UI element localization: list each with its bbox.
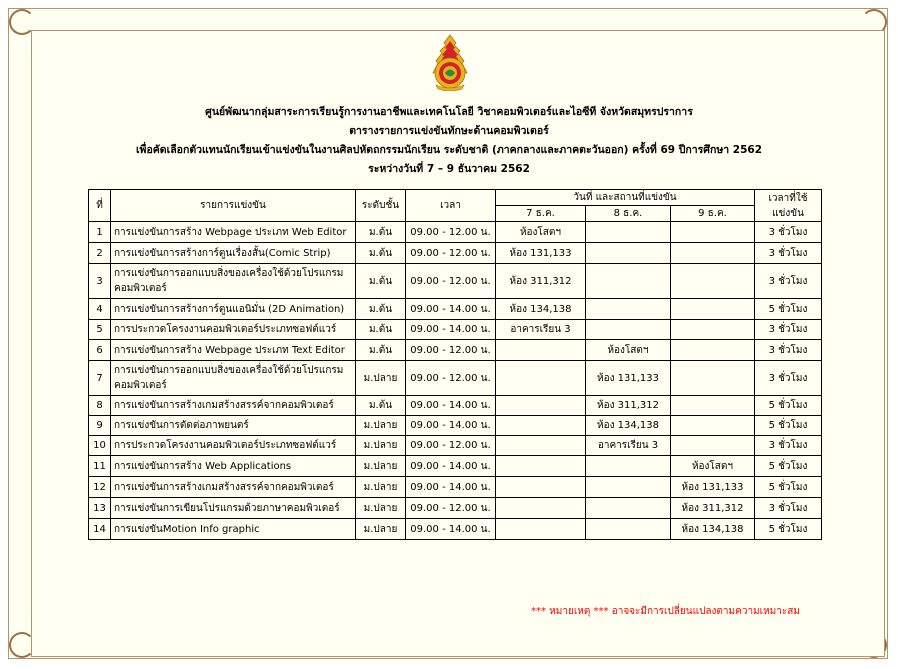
cell-level: ม.ปลาย: [356, 519, 406, 540]
cell-time: 09.00 - 12.00 น.: [406, 436, 496, 456]
cell-no: 9: [89, 416, 111, 436]
table-row: [89, 477, 822, 498]
cell-day-3: [671, 436, 755, 456]
cell-day-1: อาคารเรียน 3: [496, 320, 586, 340]
cell-time: 09.00 - 14.00 น.: [406, 320, 496, 340]
cell-day-2: ห้อง 131,133: [586, 361, 671, 396]
cell-no: 4: [89, 299, 111, 320]
cell-day-1: [496, 396, 586, 416]
cell-event: การแข่งขันการออกแบบสิ่งของเครื่องใช้ด้วยโปรแกรมคอมพิวเตอร์: [111, 264, 356, 299]
table-row: [89, 340, 822, 361]
table-row: [89, 264, 822, 299]
cell-time: 09.00 - 12.00 น.: [406, 340, 496, 361]
cell-level: ม.ต้น: [356, 222, 406, 243]
table-row: [89, 498, 822, 519]
cell-event: การแข่งขันการสร้าง Webpage ประเภท Text Editor: [111, 340, 356, 361]
cell-time: 09.00 - 14.00 น.: [406, 519, 496, 540]
cell-level: ม.ปลาย: [356, 477, 406, 498]
header-duration-line-1: เวลาที่ใช้: [768, 192, 808, 204]
cell-time: 09.00 - 12.00 น.: [406, 243, 496, 264]
cell-day-1: [496, 416, 586, 436]
cell-duration: 3 ชั่วโมง: [755, 264, 822, 299]
cell-day-3: ห้อง 311,312: [671, 498, 755, 519]
cell-duration: 3 ชั่วโมง: [755, 498, 822, 519]
cell-day-2: อาคารเรียน 3: [586, 436, 671, 456]
cell-day-3: [671, 299, 755, 320]
cell-time: 09.00 - 14.00 น.: [406, 456, 496, 477]
cell-no: 2: [89, 243, 111, 264]
table-row: [89, 396, 822, 416]
cell-duration: 3 ชั่วโมง: [755, 222, 822, 243]
cell-day-2: [586, 320, 671, 340]
cell-day-1: ห้อง 311,312: [496, 264, 586, 299]
cell-event: การแข่งขันการเขียนโปรแกรมด้วยภาษาคอมพิวเตอร์: [111, 498, 356, 519]
cell-event: การแข่งขันการออกแบบสิ่งของเครื่องใช้ด้วยโปรแกรมคอมพิวเตอร์: [111, 361, 356, 396]
header-duration-line-2: แข่งขัน: [772, 207, 804, 219]
cell-duration: 5 ชั่วโมง: [755, 456, 822, 477]
cell-day-3: ห้องโสตฯ: [671, 456, 755, 477]
cell-day-1: [496, 456, 586, 477]
table-row: [89, 416, 822, 436]
cell-no: 7: [89, 361, 111, 396]
cell-time: 09.00 - 14.00 น.: [406, 416, 496, 436]
cell-day-2: [586, 243, 671, 264]
cell-event: การแข่งขันการสร้างการ์ตูนเรื่องสั้น(Comic Strip): [111, 243, 356, 264]
cell-no: 13: [89, 498, 111, 519]
document-headings: [0, 103, 898, 179]
cell-day-2: [586, 477, 671, 498]
cell-level: ม.ปลาย: [356, 498, 406, 519]
cell-duration: 5 ชั่วโมง: [755, 477, 822, 498]
cell-level: ม.ปลาย: [356, 416, 406, 436]
cell-time: 09.00 - 12.00 น.: [406, 222, 496, 243]
cell-day-3: [671, 361, 755, 396]
cell-day-1: ห้อง 131,133: [496, 243, 586, 264]
cell-event: การแข่งขันการสร้างเกมสร้างสรรค์จากคอมพิวเตอร์: [111, 477, 356, 498]
cell-day-3: [671, 264, 755, 299]
header-event: รายการแข่งขัน: [111, 190, 356, 222]
cell-day-3: ห้อง 134,138: [671, 519, 755, 540]
cell-day-3: [671, 243, 755, 264]
cell-duration: 3 ชั่วโมง: [755, 243, 822, 264]
cell-no: 14: [89, 519, 111, 540]
cell-level: ม.ปลาย: [356, 456, 406, 477]
cell-day-1: [496, 361, 586, 396]
cell-duration: 3 ชั่วโมง: [755, 320, 822, 340]
cell-day-3: [671, 222, 755, 243]
cell-level: ม.ปลาย: [356, 361, 406, 396]
cell-duration: 5 ชั่วโมง: [755, 396, 822, 416]
cell-level: ม.ต้น: [356, 299, 406, 320]
cell-event: การประกวดโครงงานคอมพิวเตอร์ประเภทซอฟต์แวร์: [111, 436, 356, 456]
cell-level: ม.ต้น: [356, 396, 406, 416]
cell-no: 1: [89, 222, 111, 243]
footnote: *** หมายเหตุ *** อาจจะมีการเปลี่ยนแปลงตามความเหมาะสม: [531, 606, 800, 617]
cell-day-2: ห้อง 134,138: [586, 416, 671, 436]
cell-day-1: [496, 519, 586, 540]
cell-day-2: ห้องโสตฯ: [586, 340, 671, 361]
heading-line-3: เพื่อคัดเลือกตัวแทนนักเรียนเข้าแข่งขันในงานศิลปหัตถกรรมนักเรียน ระดับชาติ (ภาคกลางและภาคตะวันออก) ครั้งที่ 69 ปีการศึกษา 2562: [135, 144, 763, 156]
cell-day-1: ห้อง 134,138: [496, 299, 586, 320]
cell-day-2: [586, 264, 671, 299]
table-row: [89, 361, 822, 396]
header-venue-group: วันที่ และสถานที่แข่งขัน: [496, 190, 755, 206]
header-day-1: 7 ธ.ค.: [496, 206, 586, 222]
cell-time: 09.00 - 14.00 น.: [406, 299, 496, 320]
schedule-table: [88, 189, 822, 540]
cell-day-2: ห้อง 311,312: [586, 396, 671, 416]
cell-duration: 5 ชั่วโมง: [755, 519, 822, 540]
cell-duration: 3 ชั่วโมง: [755, 340, 822, 361]
heading-line-2: ตารางรายการแข่งขันทักษะด้านคอมพิวเตอร์: [349, 125, 549, 137]
cell-day-3: [671, 416, 755, 436]
cell-day-3: ห้อง 131,133: [671, 477, 755, 498]
cell-no: 12: [89, 477, 111, 498]
cell-day-1: [496, 340, 586, 361]
cell-day-1: [496, 436, 586, 456]
cell-no: 3: [89, 264, 111, 299]
cell-duration: 3 ชั่วโมง: [755, 436, 822, 456]
cell-event: การแข่งขันการสร้างการ์ตูนแอนิมั่น (2D Animation): [111, 299, 356, 320]
cell-no: 6: [89, 340, 111, 361]
cell-time: 09.00 - 14.00 น.: [406, 396, 496, 416]
cell-event: การแข่งขันการสร้าง Webpage ประเภท Web Editor: [111, 222, 356, 243]
cell-day-1: [496, 477, 586, 498]
emblem-icon: [430, 33, 470, 91]
cell-event: การแข่งขันการตัดต่อภาพยนตร์: [111, 416, 356, 436]
cell-event: การแข่งขันการสร้าง Web Applications: [111, 456, 356, 477]
cell-level: ม.ต้น: [356, 264, 406, 299]
table-row: [89, 222, 822, 243]
cell-time: 09.00 - 14.00 น.: [406, 477, 496, 498]
header-day-2: 8 ธ.ค.: [586, 206, 671, 222]
cell-event: การแข่งขันการสร้างเกมสร้างสรรค์จากคอมพิวเตอร์: [111, 396, 356, 416]
cell-day-1: ห้องโสตฯ: [496, 222, 586, 243]
cell-level: ม.ต้น: [356, 243, 406, 264]
cell-no: 10: [89, 436, 111, 456]
table-row: [89, 299, 822, 320]
cell-event: การแข่งขันMotion Info graphic: [111, 519, 356, 540]
cell-no: 5: [89, 320, 111, 340]
cell-day-2: [586, 498, 671, 519]
header-duration: [755, 190, 822, 222]
cell-no: 11: [89, 456, 111, 477]
cell-level: ม.ปลาย: [356, 436, 406, 456]
cell-time: 09.00 - 12.00 น.: [406, 498, 496, 519]
cell-day-1: [496, 498, 586, 519]
cell-duration: 5 ชั่วโมง: [755, 299, 822, 320]
cell-level: ม.ต้น: [356, 340, 406, 361]
cell-day-3: [671, 320, 755, 340]
cell-day-2: [586, 222, 671, 243]
cell-day-2: [586, 456, 671, 477]
header-time: เวลา: [406, 190, 496, 222]
table-row: [89, 320, 822, 340]
cell-day-2: [586, 519, 671, 540]
table-row: [89, 243, 822, 264]
cell-no: 8: [89, 396, 111, 416]
heading-line-1: ศูนย์พัฒนากลุ่มสาระการเรียนรู้การงานอาชีพและเทคโนโลยี วิชาคอมพิวเตอร์และไอซีที จังหวัดสมุทรปราการ: [205, 106, 693, 118]
cell-day-2: [586, 299, 671, 320]
header-day-3: 9 ธ.ค.: [671, 206, 755, 222]
cell-time: 09.00 - 12.00 น.: [406, 264, 496, 299]
cell-day-3: [671, 340, 755, 361]
cell-day-3: [671, 396, 755, 416]
table-row: [89, 519, 822, 540]
cell-duration: 3 ชั่วโมง: [755, 361, 822, 396]
cell-duration: 5 ชั่วโมง: [755, 416, 822, 436]
cell-event: การประกวดโครงงานคอมพิวเตอร์ประเภทซอฟต์แวร์: [111, 320, 356, 340]
table-row: [89, 436, 822, 456]
header-no: ที่: [89, 190, 111, 222]
heading-line-4: ระหว่างวันที่ 7 – 9 ธันวาคม 2562: [368, 163, 530, 175]
table-row: [89, 456, 822, 477]
cell-level: ม.ต้น: [356, 320, 406, 340]
header-level: ระดับชั้น: [356, 190, 406, 222]
cell-time: 09.00 - 12.00 น.: [406, 361, 496, 396]
